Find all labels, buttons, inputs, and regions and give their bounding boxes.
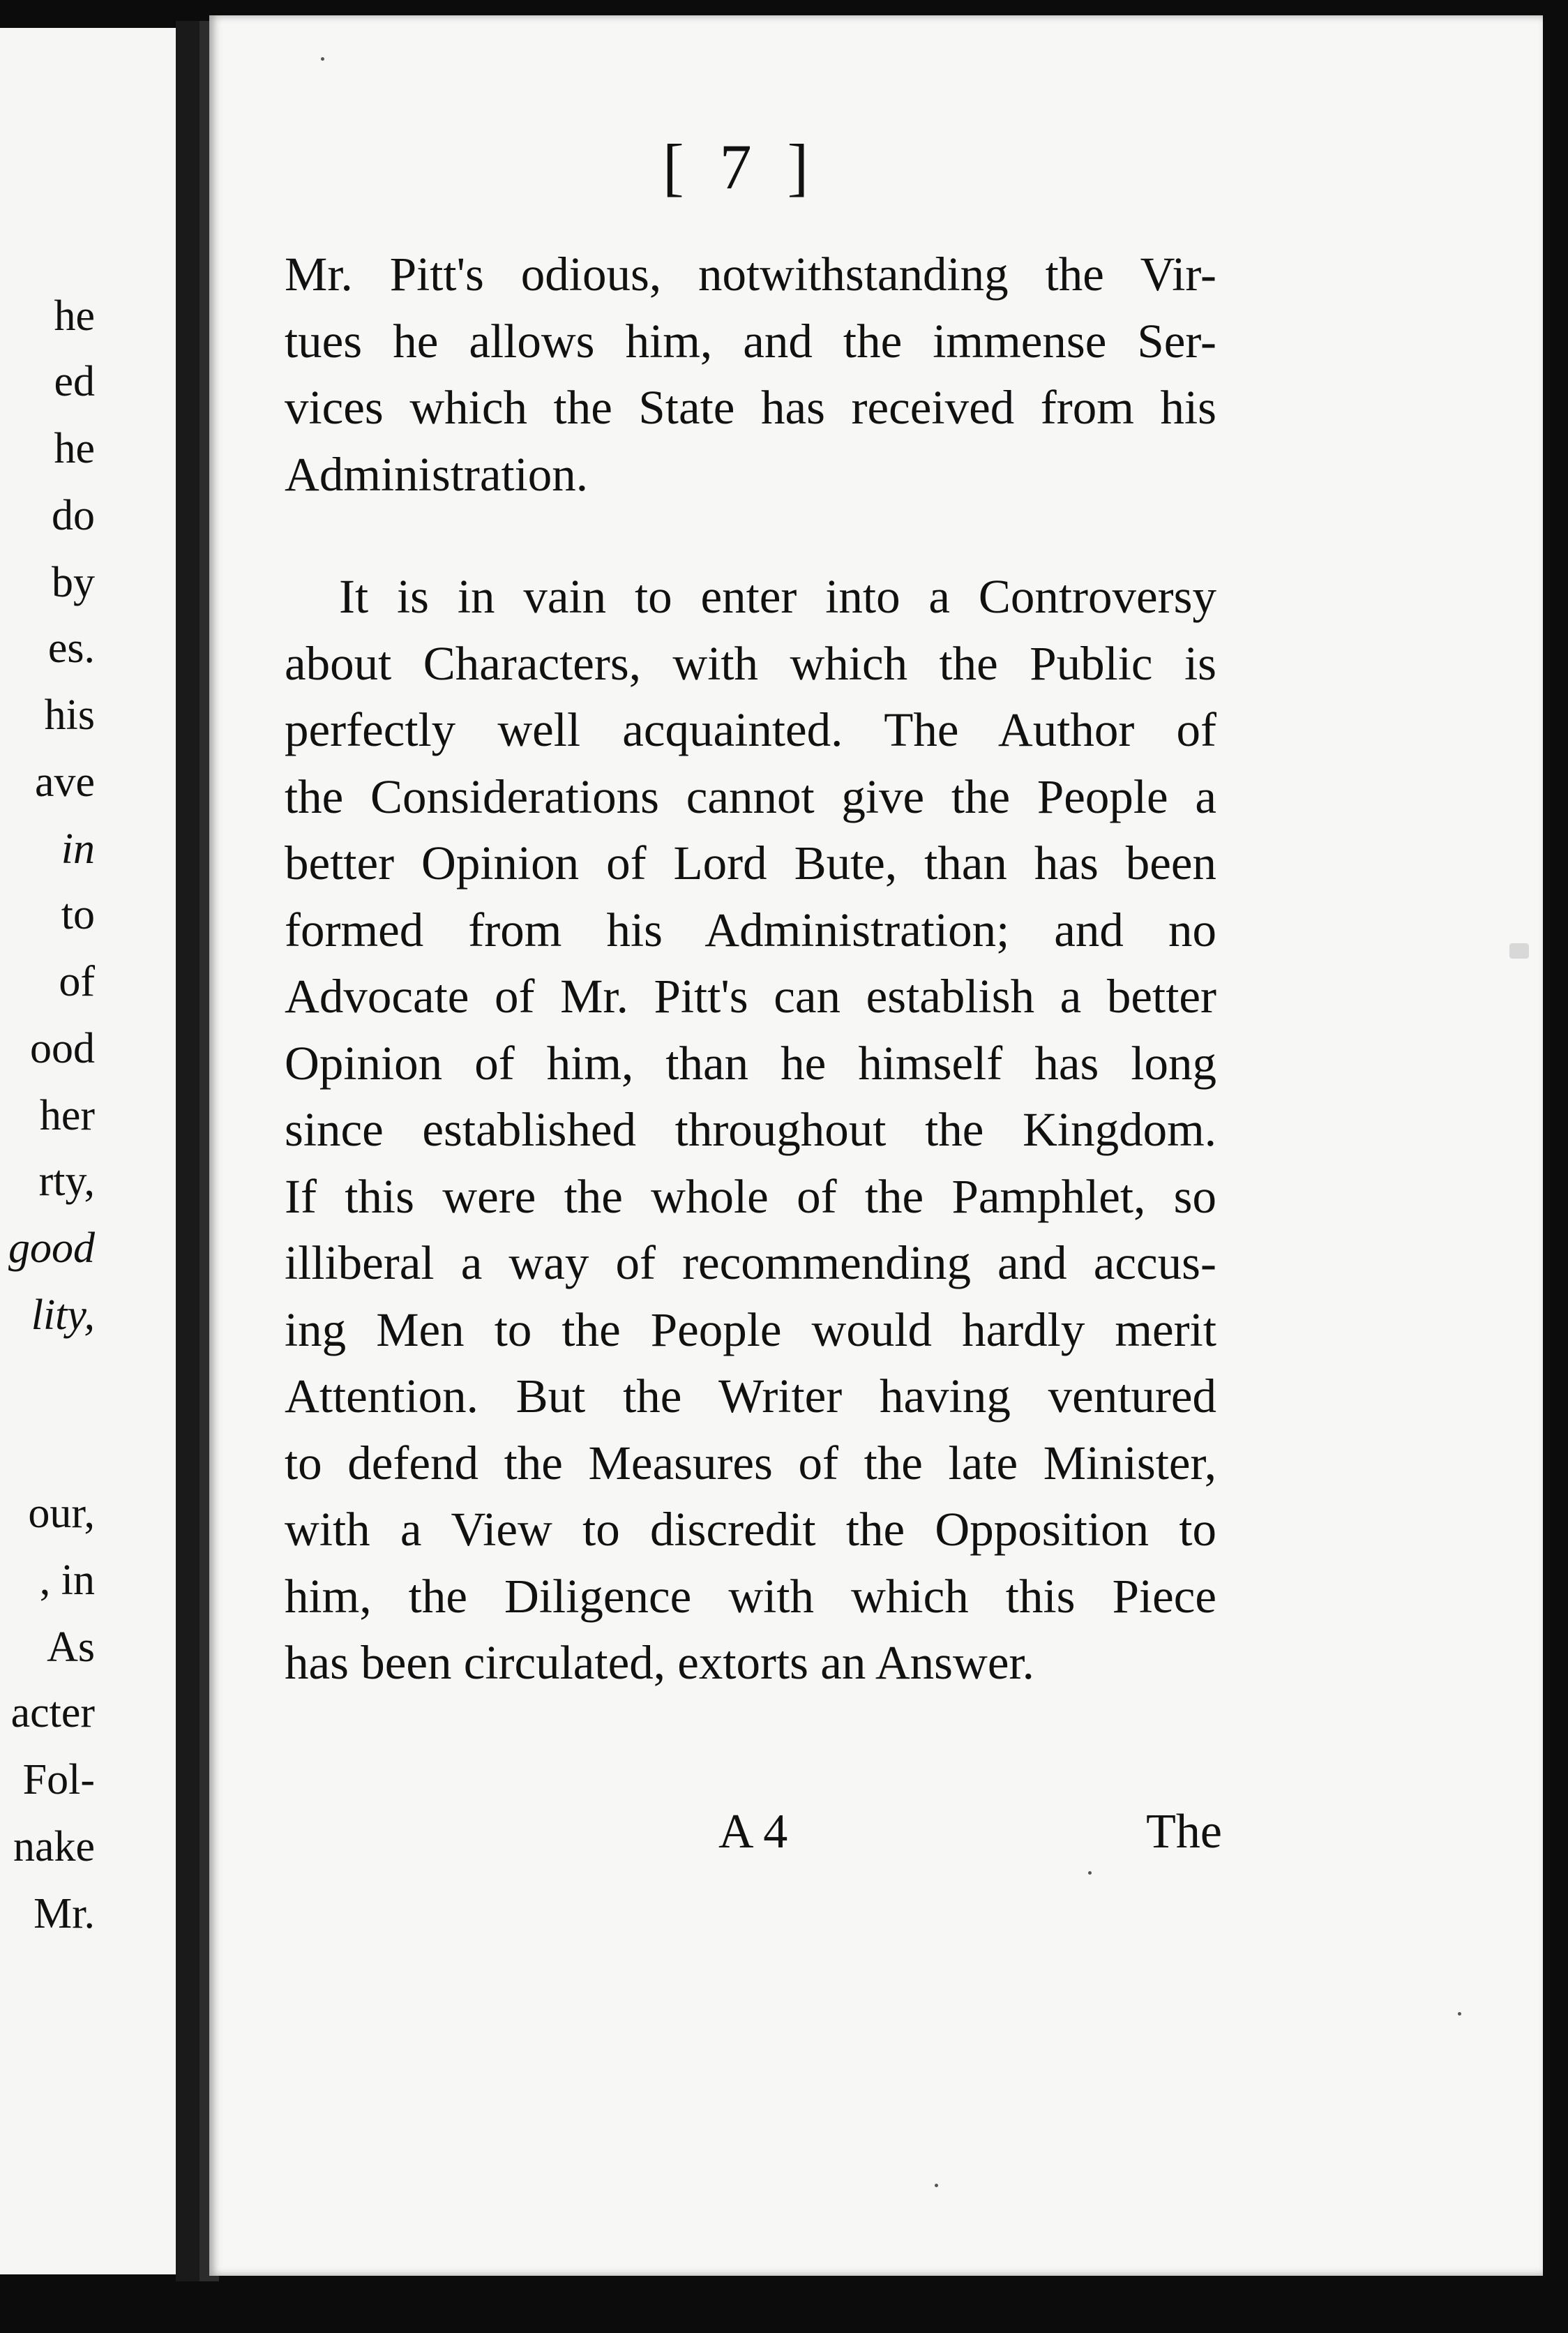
left-fragment: ed	[54, 358, 95, 405]
paper-speck	[935, 2184, 938, 2187]
text-line: ing Men to the People would hardly merit	[285, 1303, 1216, 1356]
text-line: tues he allows him, and the immense Ser-	[285, 314, 1216, 368]
left-fragment: her	[39, 1092, 95, 1139]
page-number: [ 7 ]	[663, 131, 819, 202]
signature-mark: A 4	[718, 1805, 788, 1859]
text-line: It is in vain to enter into a Controversy	[339, 570, 1216, 623]
text-line: with a View to discredit the Opposition to	[285, 1503, 1216, 1556]
page-edge-tab	[1509, 943, 1529, 959]
text-line: Administration.	[285, 447, 589, 501]
text-line: about Characters, with which the Public is	[285, 636, 1216, 690]
left-fragment: to	[61, 891, 95, 938]
left-fragment: he	[54, 425, 95, 472]
left-fragment: Mr.	[33, 1890, 95, 1937]
left-fragment: ood	[30, 1025, 95, 1072]
book-gutter	[176, 21, 201, 2281]
text-line: better Opinion of Lord Bute, than has been	[285, 837, 1216, 890]
left-page-fragment	[0, 28, 199, 2274]
left-fragment: nake	[13, 1823, 95, 1870]
body-text	[285, 241, 1216, 1697]
text-line: illiberal a way of recommending and accus-	[285, 1236, 1216, 1289]
left-fragment: do	[52, 492, 95, 539]
left-fragment: lity,	[31, 1291, 95, 1339]
text-line: the Considerations cannot give the People a	[285, 770, 1216, 823]
paragraph-break	[285, 508, 1216, 564]
text-line: to defend the Measures of the late Minister,	[285, 1436, 1216, 1490]
left-fragment: acter	[10, 1689, 95, 1736]
text-line: perfectly well acquainted. The Author of	[285, 703, 1216, 756]
text-line: Opinion of him, than he himself has long	[285, 1036, 1216, 1090]
paper-speck	[1458, 2012, 1461, 2016]
text-line: Attention. But the Writer having ventured	[285, 1370, 1216, 1423]
left-fragment: his	[44, 691, 95, 739]
left-fragment: rty,	[38, 1157, 95, 1205]
text-line: If this were the whole of the Pamphlet, so	[285, 1169, 1216, 1223]
text-line: since established throughout the Kingdom.	[285, 1103, 1216, 1156]
text-line: Advocate of Mr. Pitt's can establish a better	[285, 970, 1216, 1023]
left-fragment: Fol-	[22, 1756, 95, 1803]
left-fragment: by	[52, 559, 95, 606]
left-fragment: of	[59, 958, 95, 1005]
left-fragment: our,	[28, 1490, 95, 1537]
left-fragment: ave	[34, 758, 95, 806]
left-fragment: es.	[47, 624, 95, 672]
left-fragment: in	[61, 825, 95, 873]
left-fragment: he	[54, 292, 95, 340]
left-fragment: , in	[39, 1556, 95, 1604]
left-fragment: As	[47, 1623, 95, 1671]
paper-speck	[1088, 1871, 1092, 1875]
catchword: The	[1146, 1805, 1222, 1859]
paper-speck	[321, 57, 324, 61]
text-line: formed from his Administration; and no	[285, 903, 1216, 957]
text-line: has been circulated, extorts an Answer.	[285, 1636, 1034, 1689]
text-line: him, the Diligence with which this Piece	[285, 1569, 1216, 1623]
left-fragment: good	[8, 1224, 95, 1272]
text-line: Mr. Pitt's odious, notwithstanding the Vir-	[285, 248, 1216, 301]
text-line: vices which the State has received from his	[285, 381, 1216, 434]
